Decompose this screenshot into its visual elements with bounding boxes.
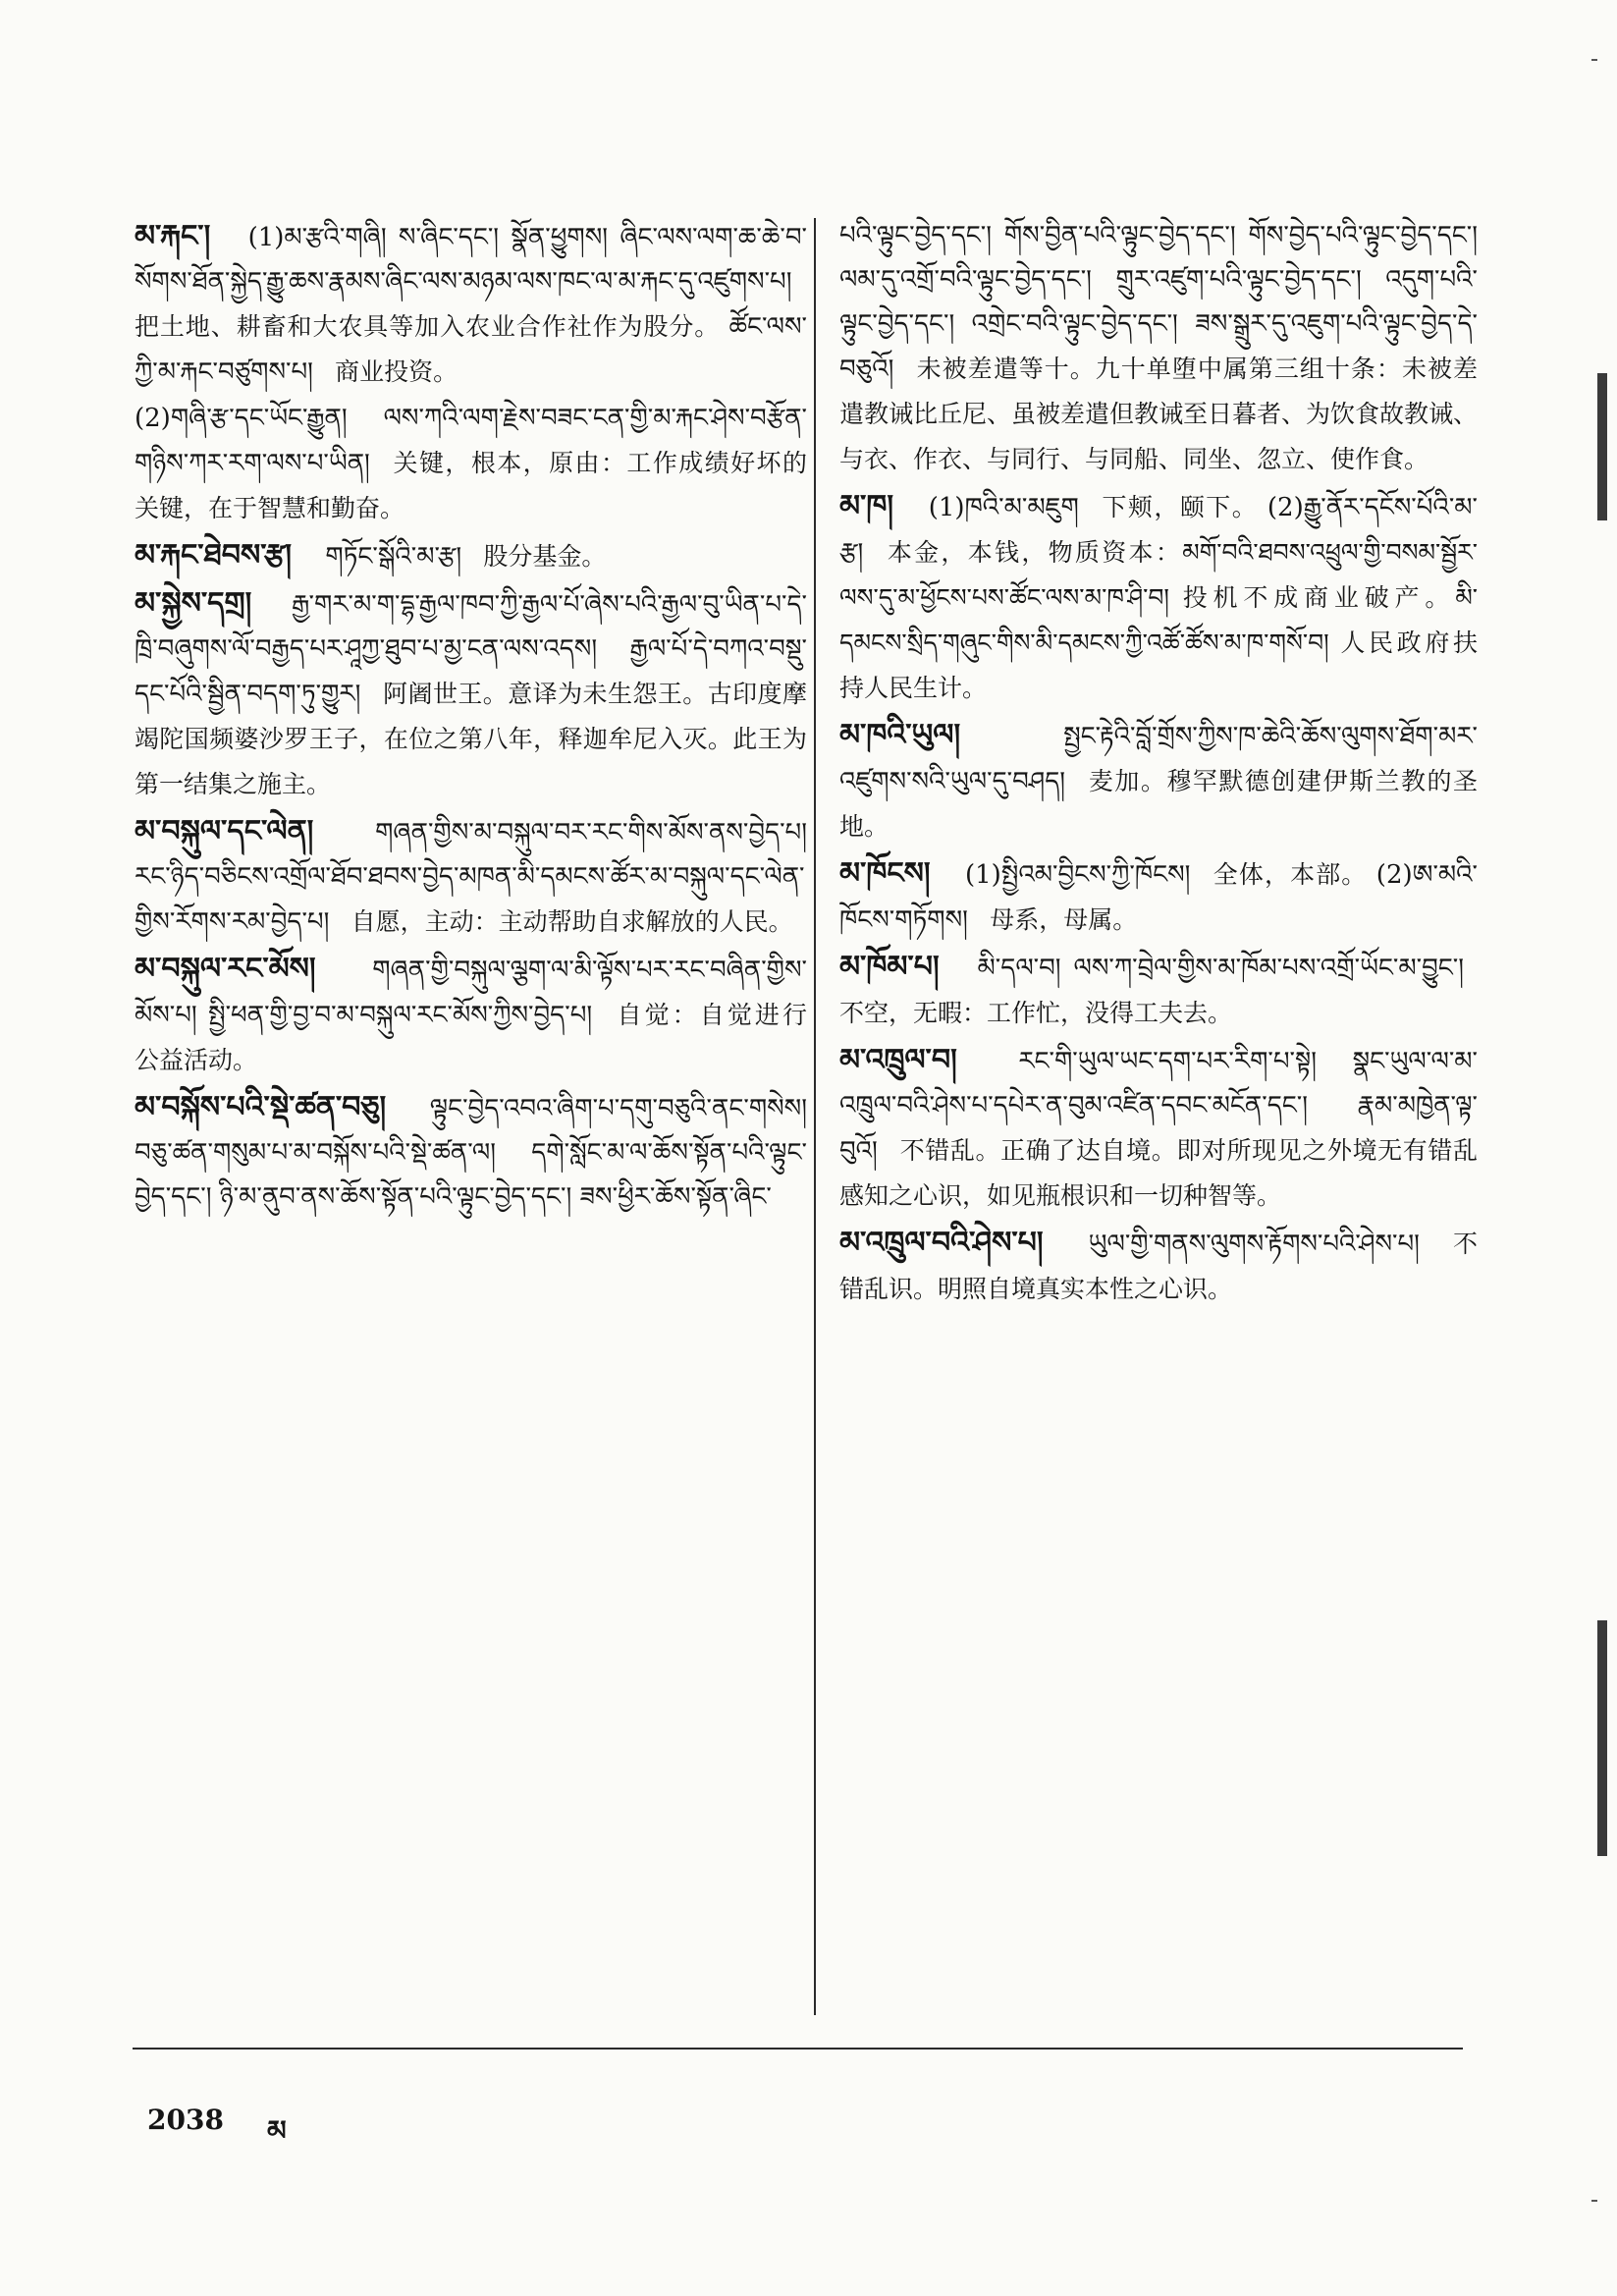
dictionary-entry: [135, 581, 807, 807]
entry-chinese-definition: 未被差遣等十。九十单堕中属第三组十条：未被差遣教诫比丘尼、虽被差遣但教诫至日暮者、为饮食故教诫、与衣、作衣、与同行、与同船、同坐、忽立、使作食。: [839, 355, 1479, 473]
entry-headword: མ་ཁ།: [839, 489, 894, 523]
entry-continuation: [135, 397, 807, 531]
entry-tibetan-definition: ལྟུང་བྱེད་འབའ་ཞིག་པ་དགུ་བཅུའི་ནང་གསེས། བཅུ་ཚན་གསུམ་པ་མ་བསྐོས་པའི་སྡེ་ཚན་ལ། དགེ་སློང་མ་ལ་ཆོས་སྟོན་པའི་ལྟུང་བྱེད་དང་། ཉི་མ་ནུབ་ནས་ཆོས་སྟོན་པའི་ལྟུང་བྱེད་དང་། ཟས་ཕྱིར་ཆོས་སྟོན་ཞིང་: [135, 1094, 807, 1212]
entry-tibetan-definition: གཞན་གྱི་བསྐུལ་ལྕག་ལ་མི་ལྟོས་པར་རང་བཞིན་གྱིས་མོས་པ། སྤྱི་ཕན་གྱི་བྱ་བ་མ་བསྐུལ་རང་མོས་ཀྱིས་བྱེད་པ།: [135, 956, 807, 1030]
footer-rule: [133, 2048, 1463, 2050]
dictionary-entry: [839, 484, 1478, 711]
column-divider: [814, 218, 816, 2015]
entry-tibetan-definition: ཡུལ་གྱི་གནས་ལུགས་རྟོགས་པའི་ཤེས་པ།: [1088, 1230, 1420, 1259]
entry-headword: མ་འཁྲུལ་བའི་ཤེས་པ།: [839, 1226, 1044, 1260]
entry-chinese-definition-2: 母系，母属。: [990, 905, 1138, 934]
entry-headword: མ་ཁོམ་པ།: [839, 950, 940, 984]
right-column: [839, 214, 1478, 1314]
entry-chinese-definition: 全体，本部。: [1213, 860, 1368, 889]
entry-headword: མ་བསྐུལ་རང་མོས།: [135, 952, 316, 986]
dictionary-entry: [135, 533, 807, 579]
dictionary-entry: [135, 214, 807, 395]
entry-chinese-definition-2: 本金，本钱，物质资本：མགོ་བའི་ཐབས་འཕྲུལ་གྱི་བསམ་སྦྱོར་ལས་དུ་མ་ཕྱོངས་པས་ཚོང་ལས་མ་ཁ་ཤི་བ། 投机不成商业破产。མི་དམངས་སྲིད་གཞུང་གིས་མི་དམངས་ཀྱི་འཚོ་ཚོས་མ་ཁ་གསོ་བ། 人民政府扶持人民生计。: [839, 538, 1479, 702]
entry-headword: མ་རྐང་།: [135, 219, 211, 253]
scan-tick: [1591, 59, 1597, 61]
entry-continuation: [839, 214, 1478, 482]
entry-chinese-definition: 自觉：自觉进行公益活动。: [135, 1001, 807, 1074]
dictionary-entry: [839, 713, 1478, 849]
entry-chinese-definition: 自愿，主动：主动帮助自求解放的人民。: [350, 907, 793, 936]
page-number: 2038: [147, 2104, 224, 2136]
section-letter: མ: [267, 2114, 287, 2147]
entry-tibetan-definition: གཞན་གྱིས་མ་བསྐུལ་བར་རང་གིས་མོས་ནས་བྱེད་པ། རང་ཉིད་བཅིངས་འགྲོལ་ཐོབ་ཐབས་བྱེད་མཁན་མི་དམངས་ཚོར་མ་བསྐུལ་དང་ལེན་གྱིས་རོགས་རམ་བྱེད་པ།: [135, 818, 807, 937]
dictionary-entry: [839, 851, 1478, 943]
entry-tibetan-definition: པའི་ལྟུང་བྱེད་དང་། གོས་བྱིན་པའི་ལྟུང་བྱེད་དང་། གོས་བྱེད་པའི་ལྟུང་བྱེད་དང་། ལམ་དུ་འགྲོ་བའི་ལྟུང་བྱེད་དང་། གྲུར་འཛུག་པའི་ལྟུང་བྱེད་དང་། འདུག་པའི་ལྟུང་བྱེད་དང་། འགྲེང་བའི་ལྟུང་བྱེད་དང་། ཟས་སྒྲུར་དུ་འཇུག་པའི་ལྟུང་བྱེད་དེ་བཅུའོ།: [839, 221, 1478, 384]
entry-chinese-definition: 下颊，颐下。: [1102, 493, 1259, 521]
entry-tibetan-definition: (1)ཁའི་མ་མཇུག: [928, 493, 1079, 522]
dictionary-entry: [839, 1038, 1478, 1219]
entry-tibetan-definition: སྤྱང་རྟེའི་བློ་གྲོས་ཀྱིས་ཁ་ཆེའི་ཆོས་ལུགས་ཐོག་མར་འཛུགས་སའི་ཡུལ་དུ་བཤད།: [839, 722, 1478, 796]
entry-chinese-definition: 麦加。穆罕默德创建伊斯兰教的圣地。: [839, 767, 1478, 841]
entry-headword: མ་འཁྲུལ་བ།: [839, 1043, 957, 1077]
scan-edge-mark: [1597, 373, 1607, 520]
entry-headword: མ་ཁོངས།: [839, 856, 931, 891]
entry-tibetan-definition: (1)མ་རྩའི་གཞི། ས་ཞིང་དང་། སྣོན་ཕྱུགས། ཞིང་ལས་ལག་ཆ་ཆེ་བ་སོགས་ཐོན་སྐྱེད་རྒྱུ་ཆས་རྣམས་ཞིང་ལས་མཉམ་ལས་ཁང་ལ་མ་རྐང་དུ་འཛུགས་པ།: [135, 223, 807, 297]
entry-tibetan-definition-2: ཚོང་ལས་ཀྱི་མ་རྐང་བཙུགས་པ།: [135, 312, 808, 387]
entry-headword: མ་བསྐོས་པའི་སྡེ་ཚན་བཅུ།: [135, 1090, 387, 1124]
entry-tibetan-definition: རྒྱ་གར་མ་ག་དྷ་རྒྱལ་ཁབ་ཀྱི་རྒྱལ་པོ་ཞེས་པའི་རྒྱལ་བུ་ཡིན་པ་དེ་ཁྲི་བཞུགས་ལོ་བརྒྱད་པར་ཤཱཀྱ་ཐུབ་པ་མྱ་ངན་ལས་འདས། རྒྱལ་པོ་དེ་བཀའ་བསྡུ་དང་པོའི་སྦྱིན་བདག་ཏུ་གྱུར།: [135, 590, 807, 709]
entry-headword: མ་རྐང་ཐེབས་རྩ།: [135, 538, 293, 573]
entry-chinese-definition: 不空，无暇：工作忙，没得工夫去。: [839, 999, 1233, 1027]
dictionary-entry: [839, 1221, 1478, 1312]
entry-headword: མ་སྐྱེས་དགྲ།: [135, 586, 252, 621]
dictionary-entry: [135, 947, 807, 1083]
entry-tibetan-definition: (1)སྤྱིའམ་བྱིངས་ཀྱི་ཁོངས།: [964, 860, 1191, 890]
entry-tibetan-definition-2: (2)ཨ་མའི་ཁོངས་གཏོགས།: [839, 860, 1479, 935]
left-column: [135, 214, 807, 1222]
entry-chinese-definition: 把土地、耕畜和大农具等加入农业合作社作为股分。: [135, 312, 721, 341]
entry-chinese-definition: 不错乱。正确了达自境。即对所现见之外境无有错乱感知之心识，如见瓶根识和一切种智等。: [839, 1136, 1478, 1210]
entry-tibetan-definition: མི་དལ་བ། ལས་ཀ་བྲེལ་གྱིས་མ་ཁོམ་པས་འགྲོ་ཡོང་མ་བྱུང་།: [977, 954, 1464, 983]
entry-tibetan-definition: (2)གཞི་རྩ་དང་ཡོང་རྒྱུན། ལས་ཀའི་ལག་རྗེས་བཟང་ངན་གྱི་མ་རྐང་ཤེས་བརྩོན་གཉིས་ཀར་རག་ལས་པ་ཡིན།: [135, 404, 807, 478]
dictionary-entry: [135, 809, 807, 945]
scan-edge-mark: [1597, 1620, 1607, 1856]
entry-tibetan-definition: རང་གི་ཡུལ་ཡང་དག་པར་རིག་པ་སྟེ། སྣང་ཡུལ་ལ་མ་འཁྲུལ་བའི་ཤེས་པ་དཔེར་ན་བུམ་འཛིན་དབང་མངོན་དང་། རྣམ་མཁྱེན་ལྟ་བུའོ།: [839, 1047, 1478, 1166]
dictionary-entry: [839, 945, 1478, 1036]
entry-headword: མ་ཁའི་ཡུལ།: [839, 718, 961, 752]
scan-tick: [1591, 2200, 1597, 2202]
entry-chinese-definition: 阿阇世王。意译为未生怨王。古印度摩竭陀国频婆沙罗王子，在位之第八年，释迦牟尼入灭。此王为第一结集之施主。: [135, 680, 807, 798]
entry-chinese-definition-2: 商业投资。: [335, 357, 458, 386]
entry-chinese-definition: 不错乱识。明照自境真实本性之心识。: [839, 1230, 1479, 1303]
entry-tibetan-definition: གཏོང་སྒོའི་མ་རྩ།: [325, 542, 462, 572]
dictionary-entry: [135, 1085, 807, 1220]
entry-headword: མ་བསྐུལ་དང་ལེན།: [135, 814, 314, 848]
entry-chinese-definition: 关键，根本，原由：工作成绩好坏的关键，在于智慧和勤奋。: [135, 449, 807, 522]
entry-chinese-definition: 股分基金。: [483, 542, 607, 571]
entry-tibetan-definition-2: (2)རྒྱུ་ནོར་དངོས་པོའི་མ་རྩ།: [839, 493, 1478, 568]
